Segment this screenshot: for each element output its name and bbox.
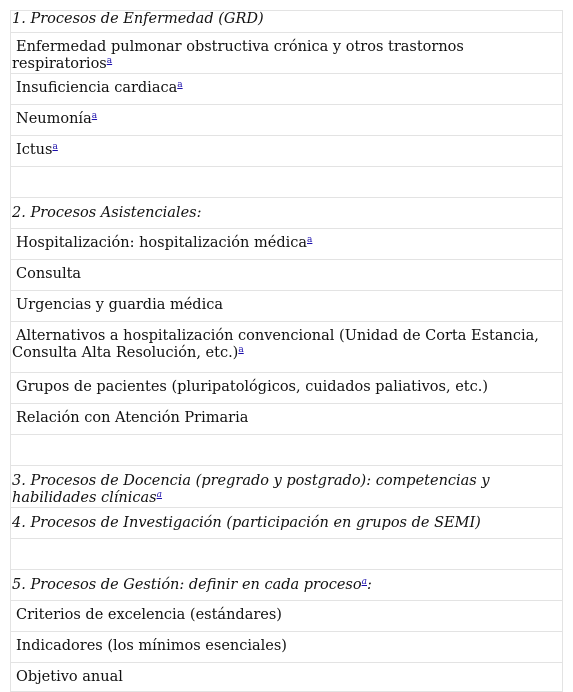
processes-table-body [11,11,563,692]
row-text: 5. Procesos de Gestión: definir en cada proceso [12,577,362,593]
footnote-link[interactable]: a [106,56,113,66]
table-row [11,373,563,404]
table-row [11,105,563,136]
table-row [11,601,563,632]
table-cell [11,663,563,692]
processes-table [10,10,563,692]
item-label [12,638,287,654]
row-text: Indicadores (los mínimos esenciales) [16,638,287,654]
table-row [11,136,563,167]
table-row [11,663,563,692]
table-cell [11,74,563,105]
row-text: Ictus [16,142,53,158]
row-text: Insuficiencia cardiaca [16,80,178,96]
row-text: 1. Procesos de Enfermedad (GRD) [12,11,264,27]
row-text: Alternativos a hospitalización convencional (Unidad de Corta Estancia, Consulta Alta Resolución, etc.) [12,328,539,361]
row-text: 3. Procesos de Docencia (pregrado y postgrado): competencias y habilidades clínicas [12,473,490,506]
table-cell [11,198,563,229]
row-text: Hospitalización: hospitalización médica [16,235,307,251]
table-cell [11,570,563,601]
empty-row [11,167,563,198]
empty-row [11,539,563,570]
item-label [12,142,58,158]
row-text: Urgencias y guardia médica [16,297,223,313]
table-cell [11,373,563,404]
section-heading [12,570,372,594]
table-row [11,404,563,435]
footnote-link[interactable]: a [91,111,98,121]
table-cell [11,322,563,373]
table-row [11,33,563,74]
section-heading-row [11,466,563,508]
item-label [12,266,81,282]
row-text: Enfermedad pulmonar obstructiva crónica y otros trastornos respiratorios [12,39,464,72]
footnote-link[interactable]: a [52,142,58,152]
table-cell [11,11,563,33]
table-cell [11,167,563,198]
footnote-link[interactable]: a [361,577,367,587]
table-cell [11,632,563,663]
table-cell [11,466,563,508]
row-suffix: : [366,577,372,593]
row-text: Neumonía [16,111,92,127]
table-cell [11,105,563,136]
section-heading-row [11,11,563,33]
section-heading [12,466,560,507]
table-row [11,632,563,663]
table-row [11,74,563,105]
footnote-link[interactable]: a [156,490,162,500]
footnote-link[interactable]: a [177,80,183,90]
table-cell [11,404,563,435]
section-heading-row [11,570,563,601]
table-row [11,229,563,260]
item-label [12,80,183,96]
item-label [12,328,539,361]
row-text: 2. Procesos Asistenciales: [12,205,202,221]
item-label [12,607,282,623]
footnote-link[interactable]: a [307,235,313,245]
item-label [12,111,97,127]
item-label [12,297,223,313]
table-row [11,291,563,322]
section-heading-row [11,508,563,539]
table-cell [11,435,563,466]
table-row [11,322,563,373]
row-text: Grupos de pacientes (pluripatológicos, cuidados paliativos, etc.) [16,379,488,395]
section-heading [12,198,201,222]
table-cell [11,508,563,539]
table-row [11,260,563,291]
row-text: Consulta [16,266,82,282]
row-text: Objetivo anual [16,669,123,685]
section-heading [12,508,481,532]
item-label [12,379,488,395]
empty-row [11,435,563,466]
table-cell [11,291,563,322]
row-text: Criterios de excelencia (estándares) [16,607,282,623]
table-cell [11,229,563,260]
section-heading [12,11,264,28]
item-label [12,410,248,426]
section-heading-row [11,198,563,229]
table-cell [11,33,563,74]
table-cell [11,260,563,291]
item-label [12,39,464,72]
row-text: 4. Procesos de Investigación (participación en grupos de SEMI) [12,515,481,531]
table-cell [11,539,563,570]
table-cell [11,601,563,632]
footnote-link[interactable]: a [238,345,244,355]
row-text: Relación con Atención Primaria [16,410,249,426]
item-label [12,669,123,685]
item-label [12,235,312,251]
table-cell [11,136,563,167]
